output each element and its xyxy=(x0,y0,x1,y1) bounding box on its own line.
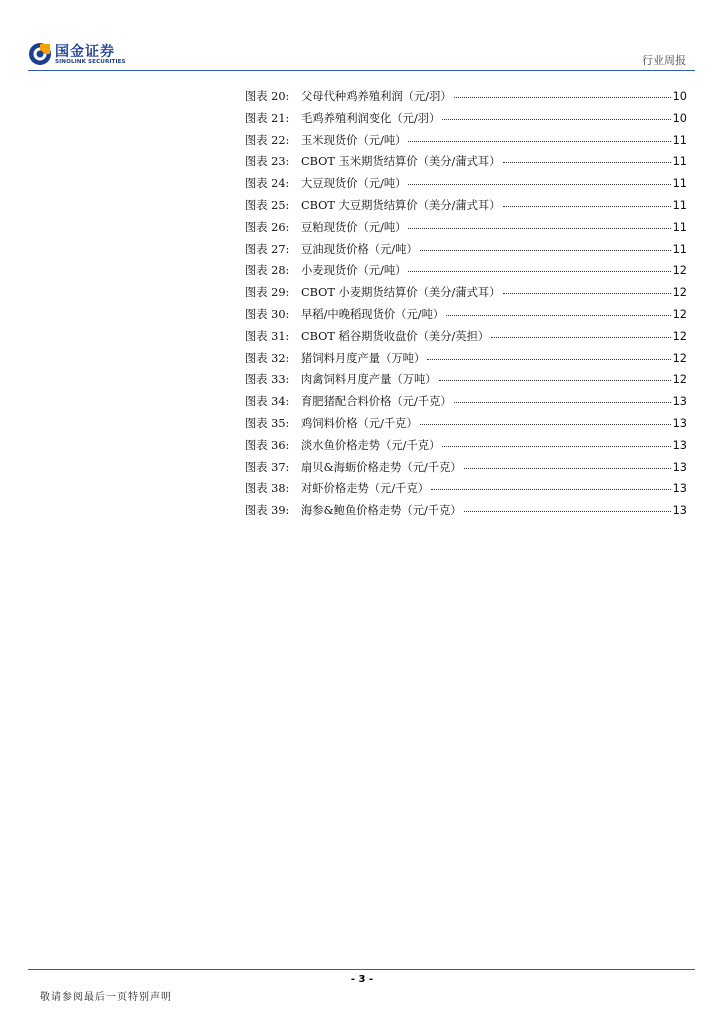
toc-entry-title: 豆粕现货价（元/吨） xyxy=(301,220,407,234)
toc-entry[interactable] xyxy=(245,262,687,284)
toc-entry-page: 11 xyxy=(672,220,687,234)
toc-entry-label: 图表 28: xyxy=(245,264,290,278)
toc-entry-page: 10 xyxy=(672,111,687,125)
toc-dot-leader xyxy=(442,118,670,120)
toc-entry-title: 海参&鲍鱼价格走势（元/千克） xyxy=(301,504,462,518)
toc-entry-label: 图表 27: xyxy=(245,242,290,256)
toc-entry[interactable] xyxy=(245,459,687,481)
toc-entry-page: 12 xyxy=(672,351,687,365)
toc-entry-title: 淡水鱼价格走势（元/千克） xyxy=(301,438,441,452)
toc-entry-label: 图表 31: xyxy=(245,329,290,343)
toc-entry-title: 鸡饲料价格（元/千克） xyxy=(301,416,418,430)
toc-entry-label: 图表 32: xyxy=(245,351,290,365)
toc-entry-page: 11 xyxy=(672,198,687,212)
toc-entry-title: CBOT 稻谷期货收盘价（美分/英担） xyxy=(301,329,490,343)
toc-entry[interactable] xyxy=(245,284,687,306)
toc-dot-leader xyxy=(503,205,671,207)
logo-text-en: SINOLINK SECURITIES xyxy=(55,59,126,65)
toc-entry[interactable] xyxy=(245,175,687,197)
toc-entry-title: 对虾价格走势（元/千克） xyxy=(301,482,430,496)
toc-dot-leader xyxy=(408,270,670,272)
toc-entry[interactable] xyxy=(245,132,687,154)
toc-entry-label: 图表 20: xyxy=(245,90,290,103)
toc-entry-page: 13 xyxy=(672,416,687,430)
toc-entry-label: 图表 24: xyxy=(245,177,290,191)
toc-entry-title: CBOT 小麦期货结算价（美分/蒲式耳） xyxy=(301,286,501,300)
toc-entry[interactable] xyxy=(245,219,687,241)
toc-entry-page: 13 xyxy=(672,504,687,518)
toc-entry[interactable] xyxy=(245,88,687,110)
toc-entry[interactable] xyxy=(245,502,687,524)
toc-entry-title: CBOT 大豆期货结算价（美分/蒲式耳） xyxy=(301,198,501,212)
toc-entry-label: 图表 35: xyxy=(245,416,290,430)
toc-entry-label: 图表 38: xyxy=(245,482,290,496)
toc-entry[interactable] xyxy=(245,415,687,437)
toc-entry[interactable] xyxy=(245,350,687,372)
toc-entry-label: 图表 33: xyxy=(245,373,290,387)
toc-dot-leader xyxy=(464,467,671,469)
toc-entry-page: 12 xyxy=(672,264,687,278)
toc-entry-title: 扇贝&海蛎价格走势（元/千克） xyxy=(301,460,462,474)
toc-entry-label: 图表 23: xyxy=(245,155,290,169)
toc-entry-page: 13 xyxy=(672,395,687,409)
toc-entry-label: 图表 21: xyxy=(245,111,290,125)
toc-dot-leader xyxy=(464,510,671,512)
toc-entry-title: 早稻/中晚稻现货价（元/吨） xyxy=(301,307,445,321)
logo-mark-icon xyxy=(28,42,52,66)
toc-entry[interactable] xyxy=(245,393,687,415)
toc-entry[interactable] xyxy=(245,437,687,459)
toc-entry-title: 肉禽饲料月度产量（万吨） xyxy=(301,373,437,387)
toc-entry-title: 豆油现货价格（元/吨） xyxy=(301,242,418,256)
toc-entry-title: 毛鸡养殖利润变化（元/羽） xyxy=(301,111,441,125)
toc-entry-label: 图表 29: xyxy=(245,286,290,300)
toc-entry-label: 图表 34: xyxy=(245,395,290,409)
toc-dot-leader xyxy=(446,314,670,316)
toc-entry-page: 11 xyxy=(672,177,687,191)
toc-entry[interactable] xyxy=(245,371,687,393)
toc-dot-leader xyxy=(427,358,670,360)
toc-entry[interactable] xyxy=(245,328,687,350)
toc-dot-leader xyxy=(454,96,671,98)
toc-entry-page: 11 xyxy=(672,242,687,256)
logo-text-cn: 国金证券 xyxy=(55,44,115,60)
page-header xyxy=(0,0,724,76)
toc-entry[interactable] xyxy=(245,153,687,175)
toc-entry-page: 13 xyxy=(672,482,687,496)
toc-dot-leader xyxy=(454,401,671,403)
toc-entry-page: 10 xyxy=(672,90,687,103)
toc-entry-page: 12 xyxy=(672,286,687,300)
toc-dot-leader xyxy=(503,292,671,294)
toc-entry-label: 图表 30: xyxy=(245,307,290,321)
toc-dot-leader xyxy=(439,379,671,381)
toc-entry-title: 大豆现货价（元/吨） xyxy=(301,177,407,191)
report-type-label: 行业周报 xyxy=(642,54,686,67)
toc-dot-leader xyxy=(503,161,671,163)
toc-entry-title: 玉米现货价（元/吨） xyxy=(301,133,407,147)
toc-entry-title: 父母代种鸡养殖利润（元/羽） xyxy=(301,90,452,103)
table-of-figures xyxy=(245,88,687,524)
toc-entry-label: 图表 37: xyxy=(245,460,290,474)
toc-entry-page: 11 xyxy=(672,133,687,147)
toc-entry[interactable] xyxy=(245,241,687,263)
disclaimer-text: 敬请参阅最后一页特别声明 xyxy=(40,992,172,1003)
toc-entry-page: 12 xyxy=(672,307,687,321)
header-divider xyxy=(28,70,695,71)
toc-entry-title: CBOT 玉米期货结算价（美分/蒲式耳） xyxy=(301,155,501,169)
toc-entry[interactable] xyxy=(245,480,687,502)
toc-entry-label: 图表 25: xyxy=(245,198,290,212)
toc-dot-leader xyxy=(408,227,670,229)
toc-entry[interactable] xyxy=(245,197,687,219)
page-number: - 3 - xyxy=(350,974,374,985)
toc-dot-leader xyxy=(442,445,670,447)
toc-dot-leader xyxy=(431,488,671,490)
toc-entry-page: 11 xyxy=(672,155,687,169)
toc-dot-leader xyxy=(420,249,671,251)
toc-dot-leader xyxy=(420,423,671,425)
toc-entry-page: 12 xyxy=(672,329,687,343)
toc-entry-label: 图表 22: xyxy=(245,133,290,147)
toc-dot-leader xyxy=(408,140,670,142)
company-logo xyxy=(28,41,138,69)
footer-divider xyxy=(28,969,695,970)
toc-entry-page: 12 xyxy=(672,373,687,387)
toc-entry-title: 育肥猪配合料价格（元/千克） xyxy=(301,395,452,409)
toc-entry-page: 13 xyxy=(672,460,687,474)
toc-entry[interactable] xyxy=(245,110,687,132)
toc-entry-label: 图表 39: xyxy=(245,504,290,518)
toc-entry[interactable] xyxy=(245,306,687,328)
toc-dot-leader xyxy=(491,336,670,338)
toc-dot-leader xyxy=(408,183,670,185)
toc-entry-title: 猪饲料月度产量（万吨） xyxy=(301,351,426,365)
toc-entry-label: 图表 36: xyxy=(245,438,290,452)
toc-entry-title: 小麦现货价（元/吨） xyxy=(301,264,407,278)
toc-entry-label: 图表 26: xyxy=(245,220,290,234)
toc-entry-page: 13 xyxy=(672,438,687,452)
